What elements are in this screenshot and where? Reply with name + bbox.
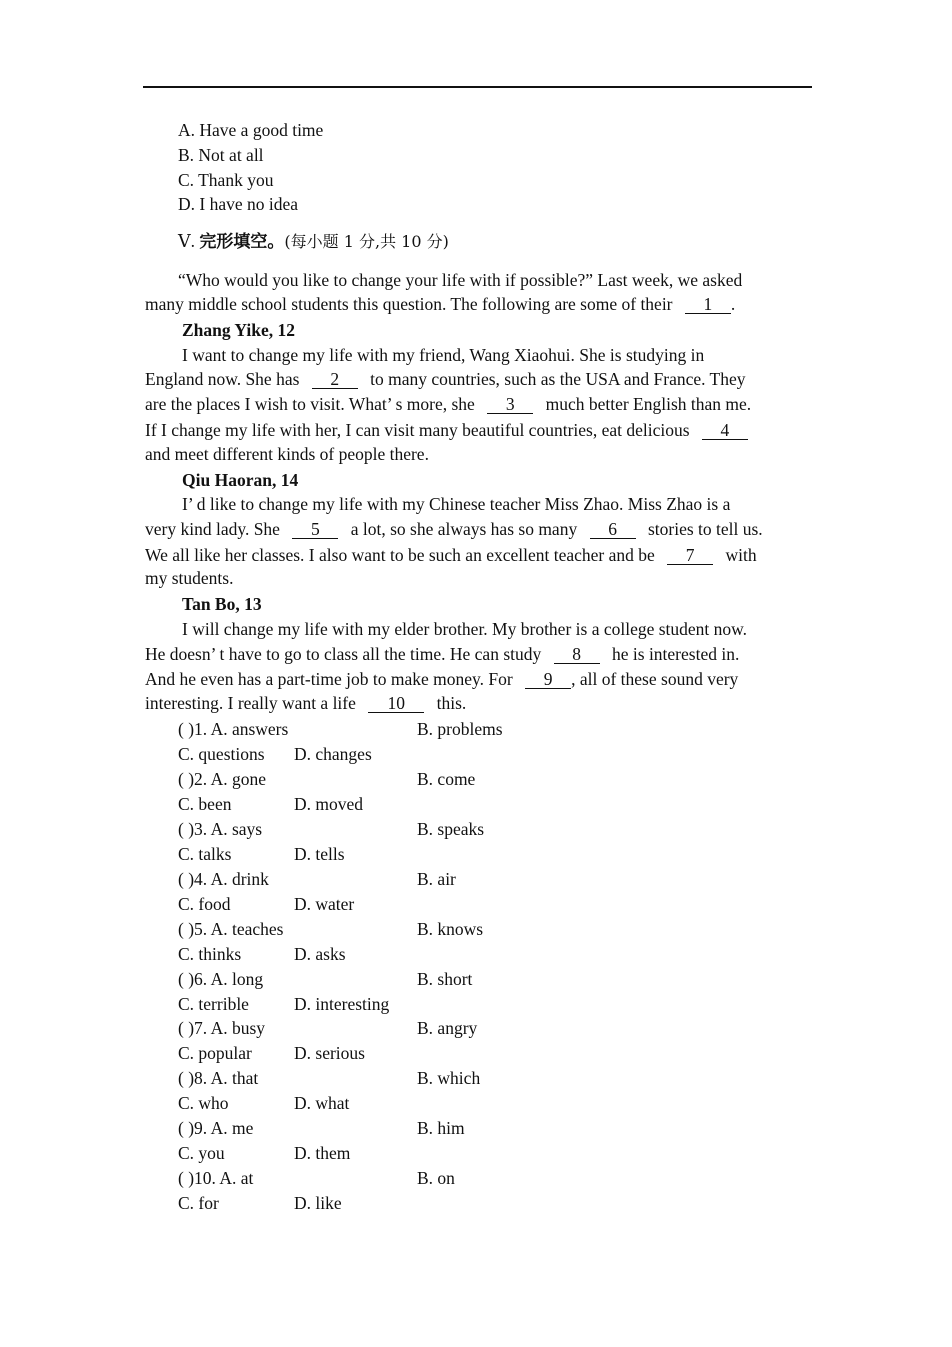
option-b: B. air [417,869,456,889]
question-stem-option-a: ( )8. A. that [178,1068,259,1088]
text-span: stories to tell us. [647,519,763,539]
option-c: C. who [178,1093,229,1113]
question-row [178,868,578,890]
option-c: C. talks [178,844,232,864]
speaker-name: Qiu Haoran [182,470,272,490]
p2-line-1: I’ d like to change my life with my Chinese teacher Miss Zhao. Miss Zhao is a [182,494,731,514]
section-number: Ⅴ. [178,231,196,251]
question-stem-option-a: ( )4. A. drink [178,869,269,889]
question-options-row [178,1142,578,1164]
option-c: C. thinks [178,944,242,964]
question-row [178,1117,578,1139]
blank-6: 6 [590,520,636,539]
question-options-row [178,843,578,865]
speaker-name: Zhang Yike [182,320,269,340]
p1-line-2 [145,368,746,390]
question-options-row [178,793,578,815]
question-row [178,968,578,990]
option-b: B. angry [417,1018,478,1038]
option-d: D. changes [294,744,372,764]
speaker-age: , 13 [235,594,262,614]
prev-option-b: B. Not at all [178,145,264,165]
option-c: C. you [178,1143,225,1163]
speaker-age: , 12 [268,320,295,340]
text-span: . [730,294,736,314]
text-span: very kind lady. She [145,519,280,539]
blank-2: 2 [312,370,358,389]
p3-line-4 [145,692,466,714]
blank-1: 1 [685,295,731,314]
p2-line-2 [145,518,763,540]
option-c: C. popular [178,1043,252,1063]
question-stem-option-a: ( )1. A. answers [178,719,289,739]
option-d: D. interesting [294,994,390,1014]
question-options-row [178,1042,578,1064]
option-b: B. short [417,969,473,989]
option-b: B. him [417,1118,465,1138]
option-d: D. moved [294,794,364,814]
p1-line-1: I want to change my life with my friend, Wang Xiaohui. She is studying in [182,345,705,365]
option-d: D. serious [294,1043,365,1063]
text-span: much better English than me. [545,394,752,414]
section-title: 完形填空。 [199,232,285,252]
text-span: a lot, so she always has so many [350,519,578,539]
p1-line-3 [145,393,751,415]
text-span: England now. She has [145,369,300,389]
option-b: B. come [417,769,476,789]
speaker-age: , 14 [271,470,299,490]
p1-line-4 [145,419,748,441]
text-span: this. [436,693,467,713]
p3-line-1: I will change my life with my elder brother. My brother is a college student now. [182,619,748,639]
blank-7: 7 [667,546,713,565]
p2-line-3 [145,544,757,566]
text-span: are the places I wish to visit. What’ s more, she [145,394,475,414]
text-span: many middle school students this question. The following are some of their [145,294,673,314]
question-stem-option-a: ( )6. A. long [178,969,264,989]
question-row [178,918,578,940]
option-b: B. knows [417,919,484,939]
question-stem-option-a: ( )2. A. gone [178,769,266,789]
option-b: B. on [417,1168,455,1188]
question-stem-option-a: ( )3. A. says [178,819,263,839]
question-options-row [178,1092,578,1114]
option-c: C. been [178,794,232,814]
prev-option-a: A. Have a good time [178,120,324,140]
prev-option-c: C. Thank you [178,170,274,190]
blank-4: 4 [702,421,748,440]
text-span: If I change my life with her, I can visit many beautiful countries, eat delicious [145,420,690,440]
header-rule [143,86,812,88]
option-d: D. like [294,1193,342,1213]
option-d: D. them [294,1143,351,1163]
prev-option-d: D. I have no idea [178,194,299,214]
question-stem-option-a: ( )9. A. me [178,1118,254,1138]
section-note: (每小题 1 分,共 10 分) [284,232,449,251]
speaker-qiu-haoran [182,469,298,491]
blank-5: 5 [292,520,338,539]
question-options-row [178,943,578,965]
blank-10: 10 [368,694,424,713]
question-options-row [178,993,578,1015]
option-d: D. asks [294,944,346,964]
blank-3: 3 [487,395,533,414]
intro-line-2 [145,293,735,315]
option-c: C. food [178,894,231,914]
question-options-row [178,743,578,765]
question-options-row [178,893,578,915]
text-span: , all of these sound very [571,669,739,689]
option-c: C. for [178,1193,219,1213]
text-span: to many countries, such as the USA and France. They [370,369,746,389]
question-row [178,1167,578,1189]
question-options-row [178,1192,578,1214]
text-span: with [725,545,757,565]
text-span: We all like her classes. I also want to be such an excellent teacher and be [145,545,655,565]
blank-9: 9 [525,670,571,689]
question-row [178,1067,578,1089]
text-span: And he even has a part-time job to make money. For [145,669,513,689]
text-span: He doesn’ t have to go to class all the time. He can study [145,644,542,664]
text-span: he is interested in. [612,644,740,664]
p2-line-4: my students. [145,568,234,588]
question-row [178,718,578,740]
section-heading [178,230,449,253]
p1-line-5: and meet different kinds of people there. [145,444,429,464]
option-b: B. problems [417,719,503,739]
p3-line-3 [145,668,738,690]
text-span: interesting. I really want a life [145,693,356,713]
p3-line-2 [145,643,739,665]
question-row [178,768,578,790]
blank-8: 8 [554,645,600,664]
question-row [178,1017,578,1039]
intro-line-1: “Who would you like to change your life with if possible?” Last week, we asked [178,270,743,290]
option-c: C. terrible [178,994,249,1014]
option-d: D. what [294,1093,350,1113]
option-d: D. water [294,894,355,914]
question-row [178,818,578,840]
speaker-name: Tan Bo [182,594,236,614]
speaker-tan-bo [182,593,262,615]
option-c: C. questions [178,744,265,764]
option-b: B. speaks [417,819,485,839]
option-b: B. which [417,1068,481,1088]
question-stem-option-a: ( )7. A. busy [178,1018,266,1038]
option-d: D. tells [294,844,345,864]
question-stem-option-a: ( )5. A. teaches [178,919,284,939]
speaker-zhang-yike [182,319,295,341]
question-stem-option-a: ( )10. A. at [178,1168,254,1188]
